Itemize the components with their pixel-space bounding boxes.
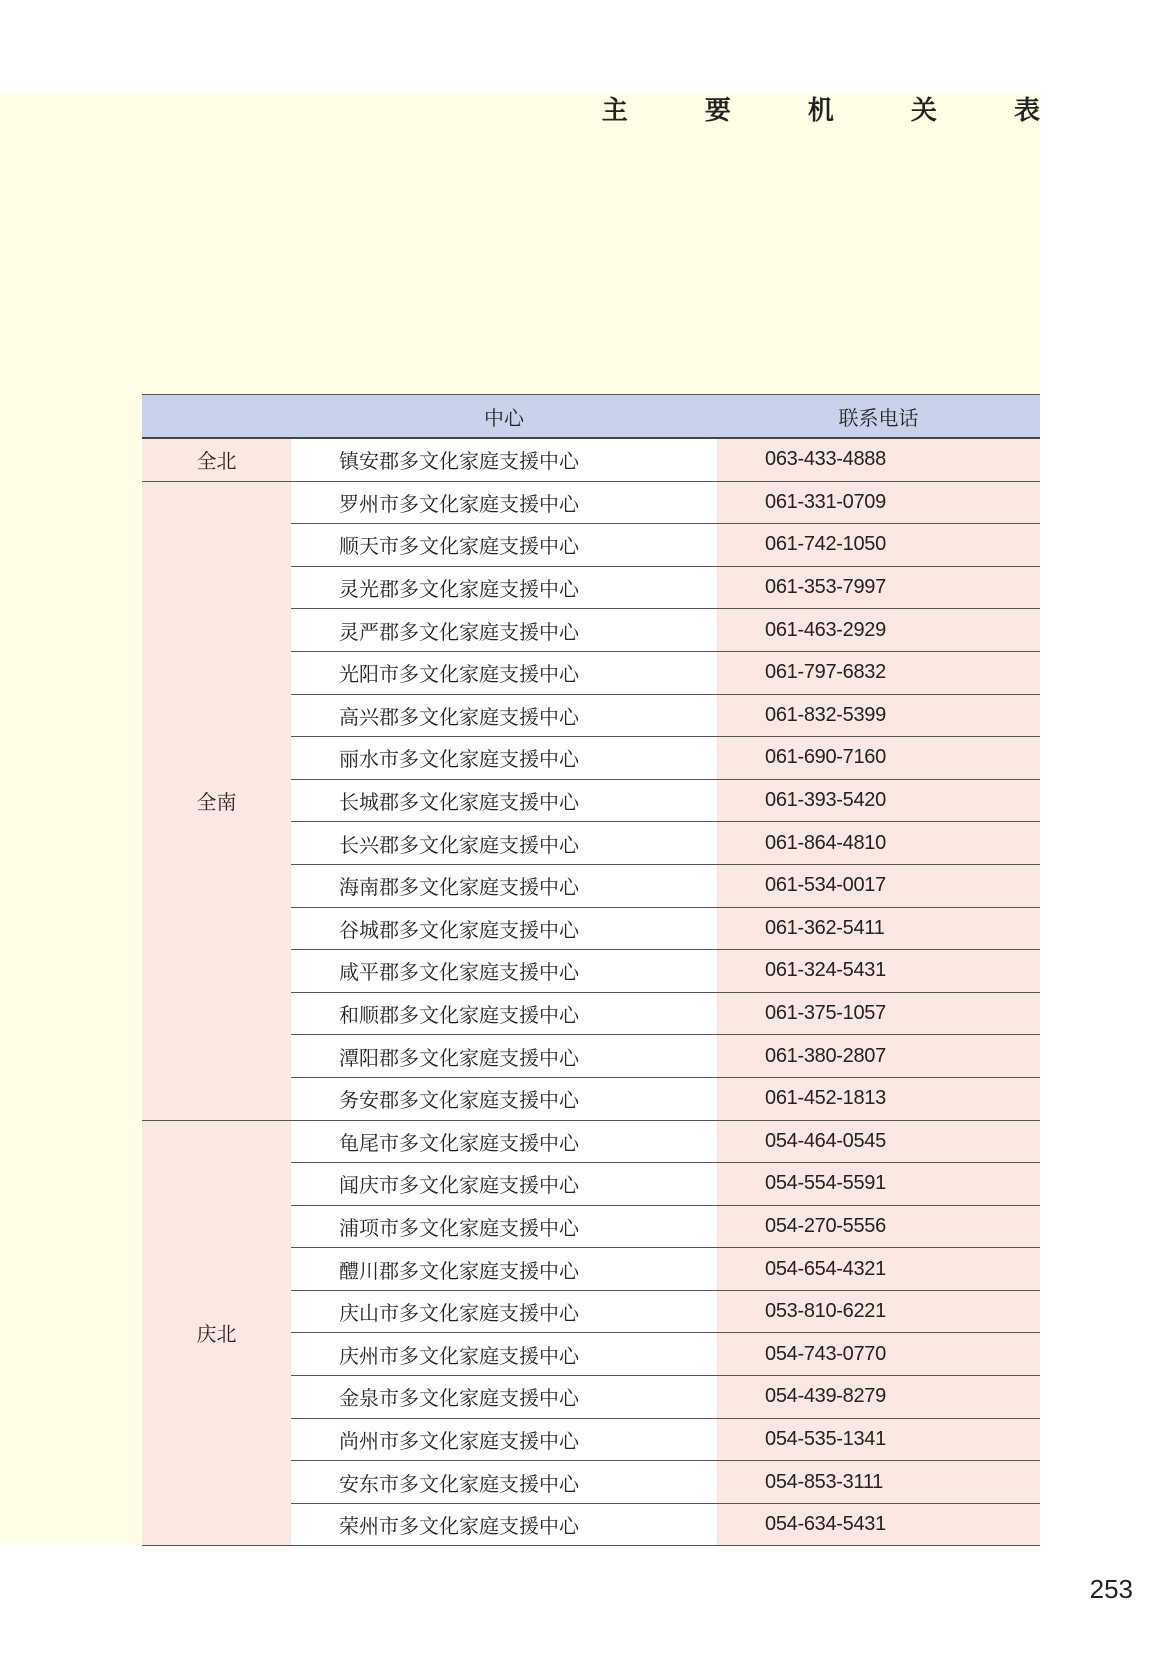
region-cell: 庆北 [142,1120,291,1546]
header-region [142,395,291,439]
table-body [142,438,1040,1546]
center-name-cell: 谷城郡多文化家庭支援中心 [291,907,717,950]
phone-cell: 054-270-5556 [717,1205,1040,1248]
center-name-cell: 咸平郡多文化家庭支援中心 [291,950,717,993]
center-name-cell: 浦项市多文化家庭支援中心 [291,1205,717,1248]
contacts-table [142,394,1040,1546]
center-name-cell: 光阳市多文化家庭支援中心 [291,651,717,694]
table-header-row [142,395,1040,439]
phone-cell: 061-362-5411 [717,907,1040,950]
phone-cell: 061-534-0017 [717,864,1040,907]
phone-cell: 054-464-0545 [717,1120,1040,1163]
phone-cell: 054-743-0770 [717,1333,1040,1376]
phone-cell: 053-810-6221 [717,1290,1040,1333]
center-name-cell: 龟尾市多文化家庭支援中心 [291,1120,717,1163]
phone-cell: 061-452-1813 [717,1077,1040,1120]
phone-cell: 061-797-6832 [717,651,1040,694]
center-name-cell: 务安郡多文化家庭支援中心 [291,1077,717,1120]
center-name-cell: 潭阳郡多文化家庭支援中心 [291,1035,717,1078]
center-name-cell: 丽水市多文化家庭支援中心 [291,737,717,780]
region-cell: 全北 [142,438,291,481]
phone-cell: 061-393-5420 [717,779,1040,822]
phone-cell: 054-439-8279 [717,1376,1040,1419]
center-name-cell: 顺天市多文化家庭支援中心 [291,524,717,567]
center-name-cell: 长城郡多文化家庭支援中心 [291,779,717,822]
center-name-cell: 灵光郡多文化家庭支援中心 [291,566,717,609]
phone-cell: 054-554-5591 [717,1163,1040,1206]
phone-cell: 061-380-2807 [717,1035,1040,1078]
phone-cell: 061-690-7160 [717,737,1040,780]
phone-cell: 061-375-1057 [717,992,1040,1035]
phone-cell: 061-832-5399 [717,694,1040,737]
center-name-cell: 金泉市多文化家庭支援中心 [291,1376,717,1419]
page-number: 253 [1089,1574,1133,1604]
center-name-cell: 罗州市多文化家庭支援中心 [291,481,717,524]
center-name-cell: 长兴郡多文化家庭支援中心 [291,822,717,865]
page-title: 主 要 机 关 表 [601,96,1074,126]
center-name-cell: 镇安郡多文化家庭支援中心 [291,438,717,481]
center-name-cell: 庆州市多文化家庭支援中心 [291,1333,717,1376]
header-center: 中心 [291,395,717,439]
center-name-cell: 灵严郡多文化家庭支援中心 [291,609,717,652]
phone-cell: 061-864-4810 [717,822,1040,865]
center-name-cell: 和顺郡多文化家庭支援中心 [291,992,717,1035]
center-name-cell: 安东市多文化家庭支援中心 [291,1461,717,1504]
table-row [142,1120,1040,1163]
header-phone: 联系电话 [717,395,1040,439]
phone-cell: 061-331-0709 [717,481,1040,524]
region-cell: 全南 [142,481,291,1120]
center-name-cell: 高兴郡多文化家庭支援中心 [291,694,717,737]
phone-cell: 054-634-5431 [717,1503,1040,1546]
center-name-cell: 醴川郡多文化家庭支援中心 [291,1248,717,1291]
table-row [142,481,1040,524]
phone-cell: 063-433-4888 [717,438,1040,481]
phone-cell: 054-654-4321 [717,1248,1040,1291]
center-name-cell: 庆山市多文化家庭支援中心 [291,1290,717,1333]
center-name-cell: 荣州市多文化家庭支援中心 [291,1503,717,1546]
table-row [142,438,1040,481]
center-name-cell: 海南郡多文化家庭支援中心 [291,864,717,907]
center-name-cell: 尚州市多文化家庭支援中心 [291,1418,717,1461]
phone-cell: 054-535-1341 [717,1418,1040,1461]
phone-cell: 054-853-3111 [717,1461,1040,1504]
phone-cell: 061-324-5431 [717,950,1040,993]
phone-cell: 061-742-1050 [717,524,1040,567]
center-name-cell: 闻庆市多文化家庭支援中心 [291,1163,717,1206]
phone-cell: 061-353-7997 [717,566,1040,609]
phone-cell: 061-463-2929 [717,609,1040,652]
